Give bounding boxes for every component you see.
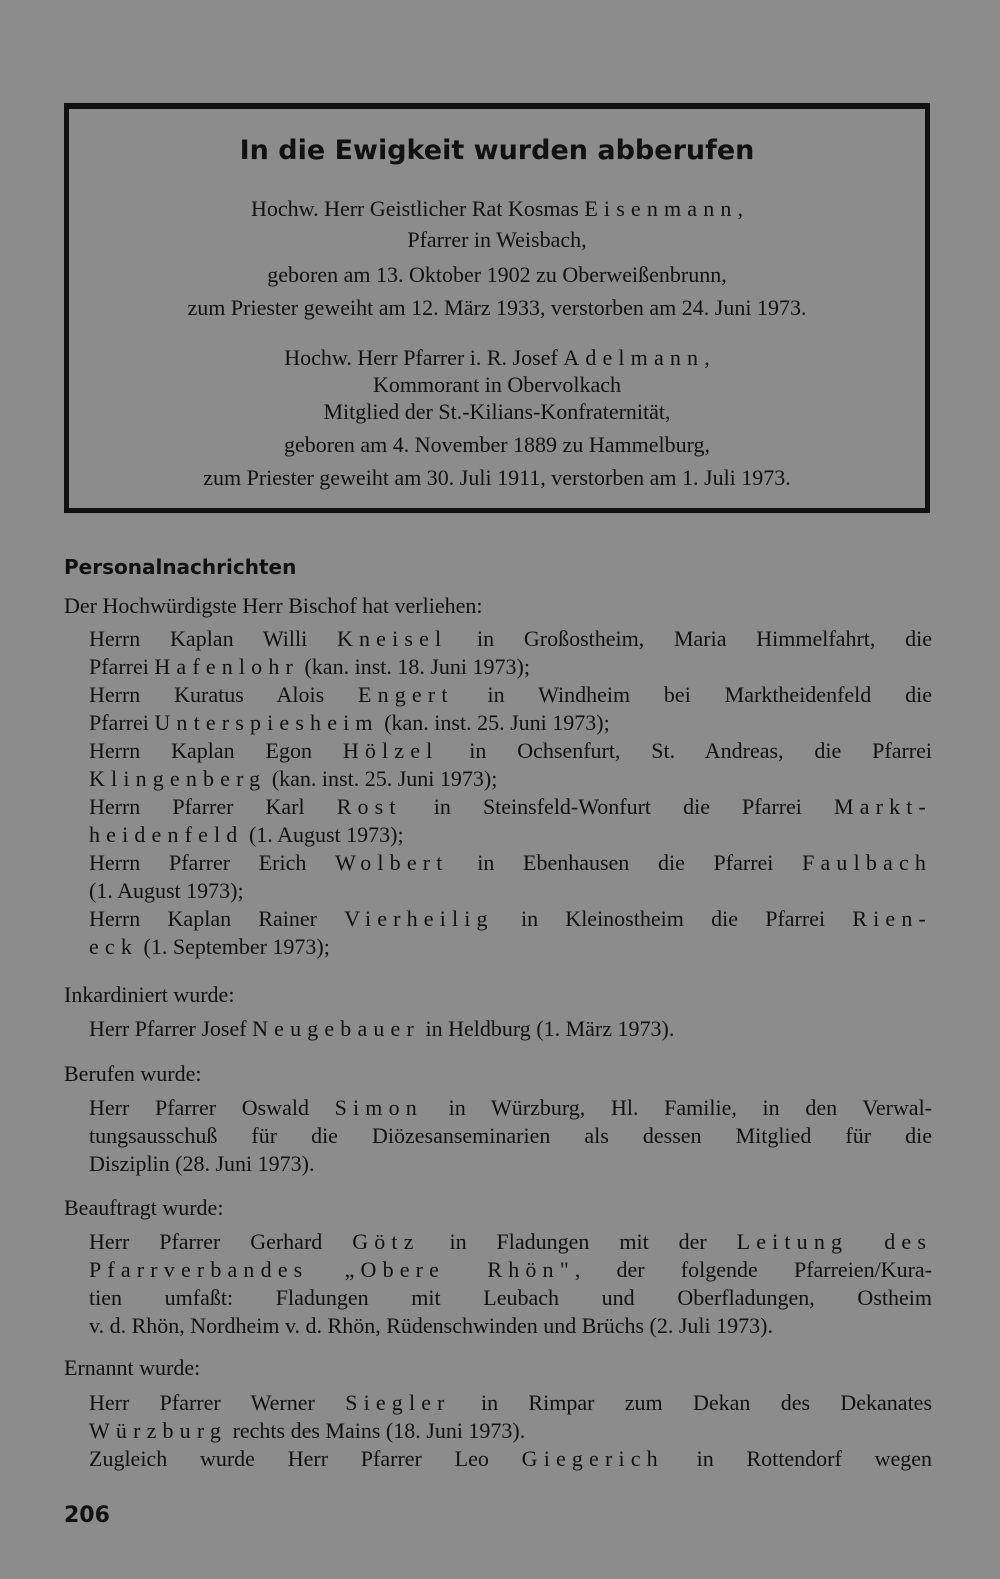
obituary-line: geboren am 4. November 1889 zu Hammelburg, bbox=[283, 432, 711, 457]
list-item-cont: Klingenberg (kan. inst. 25. Juni 1973); bbox=[89, 766, 498, 791]
obituary-line: Hochw. Herr Pfarrer i. R. Josef Adelmann, bbox=[284, 345, 710, 370]
obituary-box bbox=[64, 103, 930, 513]
obituary-line: Hochw. Herr Geistlicher Rat Kosmas Eisenmann, bbox=[250, 196, 744, 221]
list-item-cont: Pfarrei Unterspiesheim (kan. inst. 25. Juni 1973); bbox=[89, 710, 610, 735]
paragraph-line: Herr Pfarrer Josef Neugebauer in Heldburg (1. März 1973). bbox=[89, 1016, 675, 1041]
section-lead: Berufen wurde: bbox=[64, 1061, 202, 1086]
section-lead: Ernannt wurde: bbox=[64, 1355, 201, 1380]
section-lead: Inkardiniert wurde: bbox=[64, 982, 235, 1007]
paragraph-line: Herr Pfarrer Oswald Simon in Würzburg, Hl. Familie, in den Verwal- bbox=[89, 1095, 933, 1120]
obituary-line: geboren am 13. Oktober 1902 zu Oberweißenbrunn, bbox=[267, 262, 727, 287]
paragraph-line: tungsausschuß für die Diözesanseminarien als dessen Mitglied für die bbox=[89, 1123, 932, 1148]
section-lead: Der Hochwürdigste Herr Bischof hat verliehen: bbox=[64, 593, 483, 618]
paragraph-line: Disziplin (28. Juni 1973). bbox=[89, 1151, 315, 1176]
list-item: Herrn Pfarrer Erich Wolbert in Ebenhausen die Pfarrei Faulbach bbox=[89, 850, 933, 875]
section-body bbox=[89, 1228, 932, 1340]
list-item: Herrn Kaplan Willi Kneisel in Großostheim, Maria Himmelfahrt, die bbox=[89, 626, 932, 651]
paragraph-line: Pfarrverbandes „Obere Rhön", der folgende Pfarreien/Kura- bbox=[89, 1257, 932, 1282]
paragraph-line: v. d. Rhön, Nordheim v. d. Rhön, Rüdenschwinden und Brüchs (2. Juli 1973). bbox=[89, 1313, 773, 1338]
obituary-entry bbox=[69, 342, 925, 493]
obituary-surname: Eisenmann bbox=[584, 196, 738, 221]
obituary-line: zum Priester geweiht am 30. Juli 1911, verstorben am 1. Juli 1973. bbox=[203, 465, 791, 490]
list-item: Herrn Pfarrer Karl Rost in Steinsfeld-Wonfurt die Pfarrei Markt- bbox=[89, 794, 933, 819]
paragraph-line: Herr Pfarrer Werner Siegler in Rimpar zum Dekan des Dekanates bbox=[89, 1390, 933, 1415]
section-lead: Beauftragt wurde: bbox=[64, 1195, 224, 1220]
obituary-line: Mitglied der St.-Kilians-Konfraternität, bbox=[323, 399, 671, 424]
obituary-line: Kommorant in Obervolkach bbox=[372, 372, 622, 397]
obituary-title: In die Ewigkeit wurden abberufen bbox=[239, 135, 755, 166]
appointment-list bbox=[89, 625, 932, 961]
list-item-cont: heidenfeld (1. August 1973); bbox=[89, 822, 404, 847]
list-item: Herrn Kaplan Rainer Vierheilig in Kleinostheim die Pfarrei Rien- bbox=[89, 906, 933, 931]
paragraph-line: Herr Pfarrer Gerhard Götz in Fladungen mit der Leitung des bbox=[89, 1229, 933, 1254]
obituary-entry bbox=[69, 193, 925, 323]
paragraph-line: tien umfaßt: Fladungen mit Leubach und Oberfladungen, Ostheim bbox=[89, 1285, 932, 1310]
section-heading: Personalnachrichten bbox=[64, 555, 297, 579]
list-item-cont: (1. August 1973); bbox=[89, 878, 244, 903]
section-body bbox=[89, 1015, 932, 1043]
list-item-cont: eck (1. September 1973); bbox=[89, 934, 330, 959]
obituary-surname: Adelmann bbox=[563, 345, 705, 370]
paragraph-line: Zugleich wurde Herr Pfarrer Leo Giegerich in Rottendorf wegen bbox=[89, 1446, 933, 1471]
section-body bbox=[89, 1094, 932, 1178]
page-number: 206 bbox=[64, 1503, 110, 1528]
obituary-line: zum Priester geweiht am 12. März 1933, verstorben am 24. Juni 1973. bbox=[187, 295, 807, 320]
section-body bbox=[89, 1389, 932, 1473]
list-item: Herrn Kuratus Alois Engert in Windheim bei Marktheidenfeld die bbox=[89, 682, 933, 707]
paragraph-line: Würzburg rechts des Mains (18. Juni 1973). bbox=[89, 1418, 526, 1443]
list-item: Herrn Kaplan Egon Hölzel in Ochsenfurt, St. Andreas, die Pfarrei bbox=[89, 738, 933, 763]
obituary-line: Pfarrer in Weisbach, bbox=[407, 227, 587, 252]
list-item-cont: Pfarrei Hafenlohr (kan. inst. 18. Juni 1973); bbox=[89, 654, 530, 679]
